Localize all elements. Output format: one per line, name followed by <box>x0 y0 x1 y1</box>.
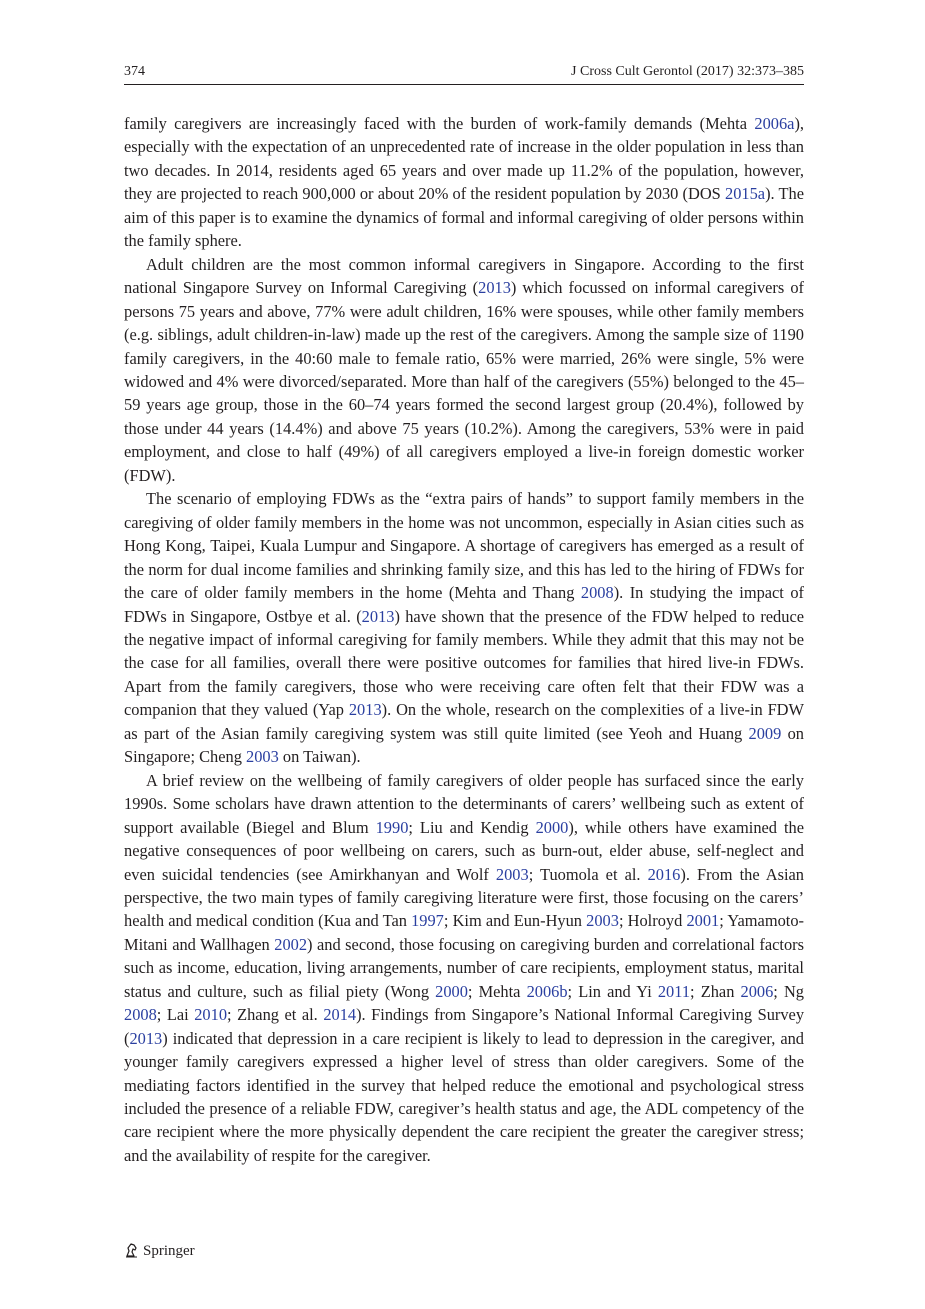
citation-link[interactable]: 2000 <box>435 981 468 1001</box>
citation-link[interactable]: 2000 <box>535 817 569 837</box>
paragraph-text: ) indicated that depression in a care recipient is likely to lead to depression in the caregiver, and younger family caregivers expressed a higher level of stress than older caregivers. Some of the mediating factors identified in the survey that helped reduce the emotional and psychological stress included the presence of a reliable FDW, caregiver’s health status and age, the ADL competency of the care recipient where the more physically dependent the care recipient the greater the caregiver stress; and the availability of respite for the caregiver. <box>124 1028 804 1165</box>
springer-horse-icon <box>124 1242 140 1258</box>
paragraph-text: A brief review on the wellbeing of family caregivers of older people has surfaced since the early 1990s. Some scholars have drawn attention to the determinants of carers’ wellbeing such as extent of support available (Biegel and Blum <box>124 770 804 837</box>
paragraph-text: ) which focussed on informal caregivers of persons 75 years and above, 77% were adult children, 16% were spouses, while other family members (e.g. siblings, adult children-in-law) made up the rest of the caregivers. Among the sample size of 1190 family caregivers, in the 40:60 male to female ratio, 65% were married, 26% were single, 5% were widowed and 4% were divorced/separated. More than half of the caregivers (55%) belonged to the 45–59 years age group, those in the 60–74 years formed the second largest group (20.4%), followed by those under 44 years (14.4%) and above 75 years (10.2%). Among the caregivers, 53% were in paid employment, and close to half (49%) of all caregivers employed a live-in foreign domestic worker (FDW). <box>124 278 804 485</box>
citation-link[interactable]: 2015a <box>725 184 766 204</box>
body-paragraph <box>124 253 804 488</box>
paragraph-text: ). The aim of this paper is to examine the dynamics of formal and informal caregiving of older persons within the family sphere. <box>124 184 804 251</box>
running-header <box>124 64 804 85</box>
citation-link[interactable]: 2013 <box>348 700 382 720</box>
publisher-name: Springer <box>143 1243 195 1259</box>
paragraph-text: The scenario of employing FDWs as the “extra pairs of hands” to support family members in the caregiving of older family members in the home was not uncommon, especially in Asian cities such as Hong Kong, Taipei, Kuala Lumpur and Singapore. A shortage of caregivers has emerged as a result of the norm for dual income families and shrinking family size, and this has led to the hiring of FDWs for the care of older family members in the home (Mehta and Thang <box>124 489 804 603</box>
paragraph-text: ; Ng <box>773 981 804 1001</box>
citation-link[interactable]: 2002 <box>274 934 308 954</box>
citation-link[interactable]: 2009 <box>748 723 782 743</box>
article-body <box>124 112 804 1167</box>
citation-link[interactable]: 2014 <box>323 1005 357 1025</box>
paragraph-text: ) have shown that the presence of the FDW helped to reduce the negative impact of informal caregiving for family members. While they admit that this may not be the case for all families, overall there were positive outcomes for families that hired live-in FDWs. Apart from the family caregivers, those who were receiving care often felt that their FDW was a companion that they valued (Yap <box>124 606 804 720</box>
paragraph-text: ). On the whole, research on the complexities of a live-in FDW as part of the Asian family caregiving system was still quite limited (see Yeoh and Huang <box>124 700 804 743</box>
paragraph-text: family caregivers are increasingly faced with the burden of work-family demands (Mehta <box>124 114 755 133</box>
citation-link[interactable]: 2008 <box>580 583 614 603</box>
citation-link[interactable]: 2013 <box>361 606 395 626</box>
citation-link[interactable]: 2011 <box>657 981 691 1001</box>
paragraph-text: ). From the Asian perspective, the two main types of family caregiving literature were first, those focusing on the carers’ health and medical condition (Kua and Tan <box>124 864 804 931</box>
paragraph-text: ) and second, those focusing on caregiving burden and correlational factors such as income, education, living arrangements, number of care recipients, employment status, marital status and culture, such as filial piety (Wong <box>124 934 804 1001</box>
paragraph-text: on Taiwan). <box>278 747 361 767</box>
citation-link[interactable]: 2006b <box>526 981 568 1001</box>
citation-link[interactable]: 2006a <box>754 114 795 133</box>
citation-link[interactable]: 2003 <box>246 747 279 767</box>
paragraph-text: ; Lai <box>156 1005 195 1025</box>
citation-link[interactable]: 2003 <box>586 911 619 931</box>
paragraph-text: Adult children are the most common informal caregivers in Singapore. According to the first national Singapore Survey on Informal Caregiving ( <box>124 254 804 298</box>
citation-link[interactable]: 1997 <box>411 911 444 931</box>
page-number: 374 <box>124 64 145 79</box>
paragraph-text: ; Zhan <box>690 981 741 1001</box>
paragraph-text: ), while others have examined the negative consequences of poor wellbeing on carers, such as burn-out, elder abuse, self-neglect and even suicidal tendencies (see Amirkhanyan and Wolf <box>124 817 805 884</box>
journal-reference: J Cross Cult Gerontol (2017) 32:373–385 <box>571 64 804 79</box>
citation-link[interactable]: 2006 <box>740 981 774 1001</box>
citation-link[interactable]: 2003 <box>495 864 529 884</box>
citation-link[interactable]: 2008 <box>124 1005 157 1025</box>
paragraph-text: ). Findings from Singapore’s National Informal Caregiving Survey ( <box>124 1005 805 1048</box>
paragraph-text: ; Kim and Eun-Hyun <box>443 911 587 931</box>
citation-link[interactable]: 2016 <box>647 864 681 884</box>
body-paragraph <box>124 769 804 1168</box>
paragraph-text: ). In studying the impact of FDWs in Singapore, Ostbye et al. ( <box>124 583 804 626</box>
citation-link[interactable]: 2001 <box>686 911 720 931</box>
paragraph-text: ; Lin and Yi <box>567 981 658 1001</box>
paragraph-text: on Singapore; Cheng <box>124 723 804 767</box>
body-paragraph <box>124 112 804 253</box>
publisher-footer <box>124 1242 195 1260</box>
body-paragraph <box>124 487 804 768</box>
paragraph-text: ; Liu and Kendig <box>408 817 536 837</box>
paragraph-text: ; Zhang et al. <box>227 1005 324 1025</box>
citation-link[interactable]: 2013 <box>478 278 511 298</box>
citation-link[interactable]: 1990 <box>375 817 409 837</box>
paragraph-text: ), especially with the expectation of an unprecedented rate of increase in the older population in less than two decades. In 2014, residents aged 65 years and over made up 11.2% of the population, however, they are projected to reach 900,000 or about 20% of the resident population by 2030 (DOS <box>124 114 804 204</box>
paragraph-text: ; Yamamoto-Mitani and Wallhagen <box>124 911 804 954</box>
citation-link[interactable]: 2010 <box>194 1005 228 1025</box>
paragraph-text: ; Tuomola et al. <box>528 864 648 884</box>
citation-link[interactable]: 2013 <box>129 1028 163 1048</box>
paragraph-text: ; Holroyd <box>618 911 687 931</box>
paragraph-text: ; Mehta <box>467 981 527 1001</box>
